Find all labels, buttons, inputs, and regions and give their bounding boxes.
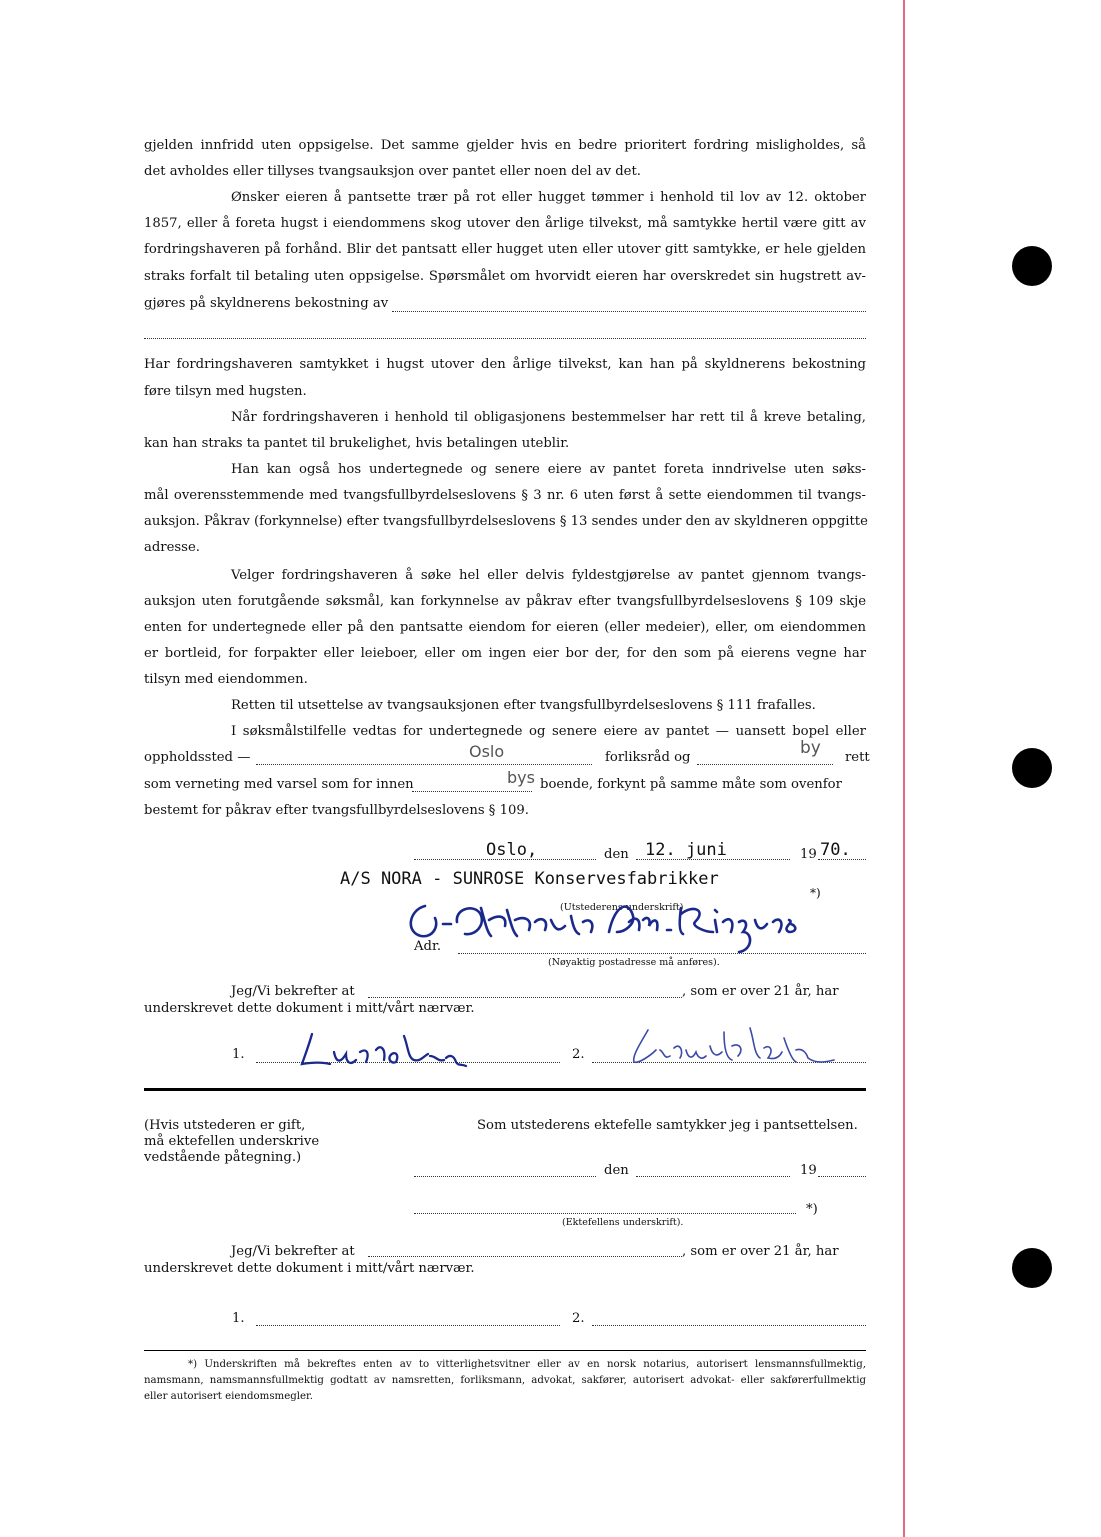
text-line: gjøres på skyldnerens bekostning av [144, 296, 389, 311]
text-line: Ønsker eieren å pantsette trær på rot eller hugget tømmer i henhold til lov av 12. oktober [231, 190, 866, 205]
spouse-signature-caption: (Ektefellens underskrift). [562, 1217, 684, 1228]
spouse-consent-text: Som utstederens ektefelle samtykker jeg i pantsettelsen. [477, 1118, 858, 1133]
text-line: det avholdes eller tillyses tvangsauksjon over pantet eller noen del av det. [144, 164, 641, 179]
address-label: Adr. [414, 939, 442, 954]
witness-age-text: , som er over 21 år, har [682, 984, 839, 999]
witness-1-field [256, 1325, 560, 1326]
punch-hole-middle [1012, 748, 1052, 788]
rett-handwritten: by [800, 738, 821, 758]
witness-presence-text: underskrevet dette dokument i mitt/vårt nærvær. [144, 1261, 475, 1276]
witness-presence-text: underskrevet dette dokument i mitt/vårt nærvær. [144, 1001, 475, 1016]
signing-year: 70. [820, 840, 851, 860]
text-line: gjelden innfridd uten oppsigelse. Det samme gjelder hvis en bedre prioritert fordring misligholdes, så [144, 138, 866, 153]
address-caption: (Nøyaktig postadresse må anføres). [548, 957, 720, 968]
text-line: 1857, eller å foreta hugst i eiendommens skog utover den årlige tilvekst, må samtykke hertil være gitt av [144, 216, 866, 231]
text-line: forliksråd og [605, 750, 691, 765]
rett-field [697, 764, 833, 765]
hugst-cost-field [392, 311, 866, 312]
text-line: tilsyn med eiendommen. [144, 672, 308, 687]
witness-1-signature-drawing [290, 1028, 490, 1078]
forliksrad-field [256, 764, 592, 765]
text-line: Han kan også hos undertegnede og senere eiere av pantet foreta inndrivelse uten søks- [231, 462, 866, 477]
text-line: oppholdssted — [144, 750, 251, 765]
text-line: auksjon uten forutgående søksmål, kan forkynnelse av påkrav efter tvangsfullbyrdelseslovens § 109 skje [144, 594, 866, 609]
innen-field [412, 791, 532, 792]
hugst-cost-field-line2 [144, 338, 866, 339]
spouse-place-field [414, 1176, 596, 1177]
witness-confirm-label: Jeg/Vi bekrefter at [231, 984, 355, 999]
witness-2-signature-drawing [620, 1020, 860, 1080]
text-line: Velger fordringshaveren å søke hel eller delvis fyldestgjørelse av pantet gjennom tvangs- [231, 568, 866, 583]
spouse-note-line: vedstående påtegning.) [144, 1150, 302, 1165]
punch-hole-bottom [1012, 1248, 1052, 1288]
spouse-signature-field [414, 1213, 796, 1214]
footnote-divider [144, 1350, 866, 1351]
spouse-year-prefix: 19 [800, 1163, 817, 1178]
signing-place: Oslo, [486, 840, 538, 860]
company-stamp: A/S NORA - SUNROSE Konservesfabrikker [340, 869, 719, 889]
text-line: fordringshaveren på forhånd. Blir det pantsatt eller hugget uten eller utover gitt samtykke, er hele gjelden [144, 242, 866, 257]
address-field [458, 953, 866, 954]
text-line: I søksmålstilfelle vedtas for undertegnede og senere eiere av pantet — uansett bopel eller [231, 724, 866, 739]
signing-date: 12. juni [645, 840, 727, 860]
spouse-date-label: den [604, 1163, 629, 1178]
red-margin-line [903, 0, 905, 1537]
text-line: straks forfalt til betaling uten oppsigelse. Spørsmålet om hvorvidt eieren har overskredet sin hugstrett av- [144, 269, 866, 284]
witness-number-1: 1. [232, 1047, 245, 1062]
text-line: rett [845, 750, 870, 765]
text-line: adresse. [144, 540, 200, 555]
spouse-footnote-marker: *) [806, 1202, 818, 1217]
footnote-line: eller autorisert eiendomsmegler. [144, 1391, 314, 1402]
spouse-year-field [818, 1176, 866, 1177]
year-prefix: 19 [800, 847, 817, 862]
forliksrad-handwritten: Oslo [469, 742, 505, 761]
witness-confirm-label: Jeg/Vi bekrefter at [231, 1244, 355, 1259]
spouse-date-field [636, 1176, 790, 1177]
witness-number-1: 1. [232, 1311, 245, 1326]
text-line: mål overensstemmende med tvangsfullbyrdelseslovens § 3 nr. 6 uten først å sette eiendommen til tvangs- [144, 488, 866, 503]
text-line: bestemt for påkrav efter tvangsfullbyrdelseslovens § 109. [144, 803, 529, 818]
text-line: boende, forkynt på samme måte som ovenfor [540, 777, 842, 792]
punch-hole-top [1012, 246, 1052, 286]
text-line: Når fordringshaveren i henhold til obligasjonens bestemmelser har rett til å kreve betaling, [231, 410, 866, 425]
text-line: som verneting med varsel som for innen [144, 777, 414, 792]
footnote-line: *) Underskriften må bekreftes enten av to vitterlighetsvitner eller av en norsk notarius, autorisert lensmannsfullmektig, [188, 1359, 866, 1370]
witness-age-text: , som er over 21 år, har [682, 1244, 839, 1259]
text-line: Retten til utsettelse av tvangsauksjonen efter tvangsfullbyrdelseslovens § 111 frafalles. [231, 698, 816, 713]
footnote-line: namsmann, namsmannsfullmektig godtatt av namsretten, forliksmann, advokat, sakfører, autorisert advokat- eller sakførerfullmektig [144, 1375, 866, 1386]
signature-caption: (Utstederens underskrift) [560, 902, 684, 913]
text-line: er bortleid, for forpakter eller leieboer, eller om ingen eier bor der, for den som på eierens vegne har [144, 646, 866, 661]
text-line: enten for undertegnede eller på den pantsatte eiendom for eieren (eller medeier), eller, om eiendommen [144, 620, 866, 635]
witness-2-field [592, 1325, 866, 1326]
text-line: føre tilsyn med hugsten. [144, 384, 307, 399]
witness-number-2: 2. [572, 1047, 585, 1062]
spouse-note-line: må ektefellen underskrive [144, 1134, 320, 1149]
witness-name-field [368, 1256, 682, 1257]
text-line: Har fordringshaveren samtykket i hugst utover den årlige tilvekst, kan han på skyldnerens bekostning [144, 357, 866, 372]
date-label: den [604, 847, 629, 862]
text-line: kan han straks ta pantet til brukelighet, hvis betalingen uteblir. [144, 436, 570, 451]
witness-name-field [368, 997, 682, 998]
witness-number-2: 2. [572, 1311, 585, 1326]
section-divider [144, 1088, 866, 1091]
issuer-signature-drawing [395, 892, 835, 962]
footnote-marker: *) [810, 886, 821, 900]
innen-handwritten: bys [507, 768, 535, 787]
text-line: auksjon. Påkrav (forkynnelse) efter tvangsfullbyrdelseslovens § 13 sendes under den av skyldneren oppgitte [144, 514, 868, 529]
spouse-note-line: (Hvis utstederen er gift, [144, 1118, 306, 1133]
